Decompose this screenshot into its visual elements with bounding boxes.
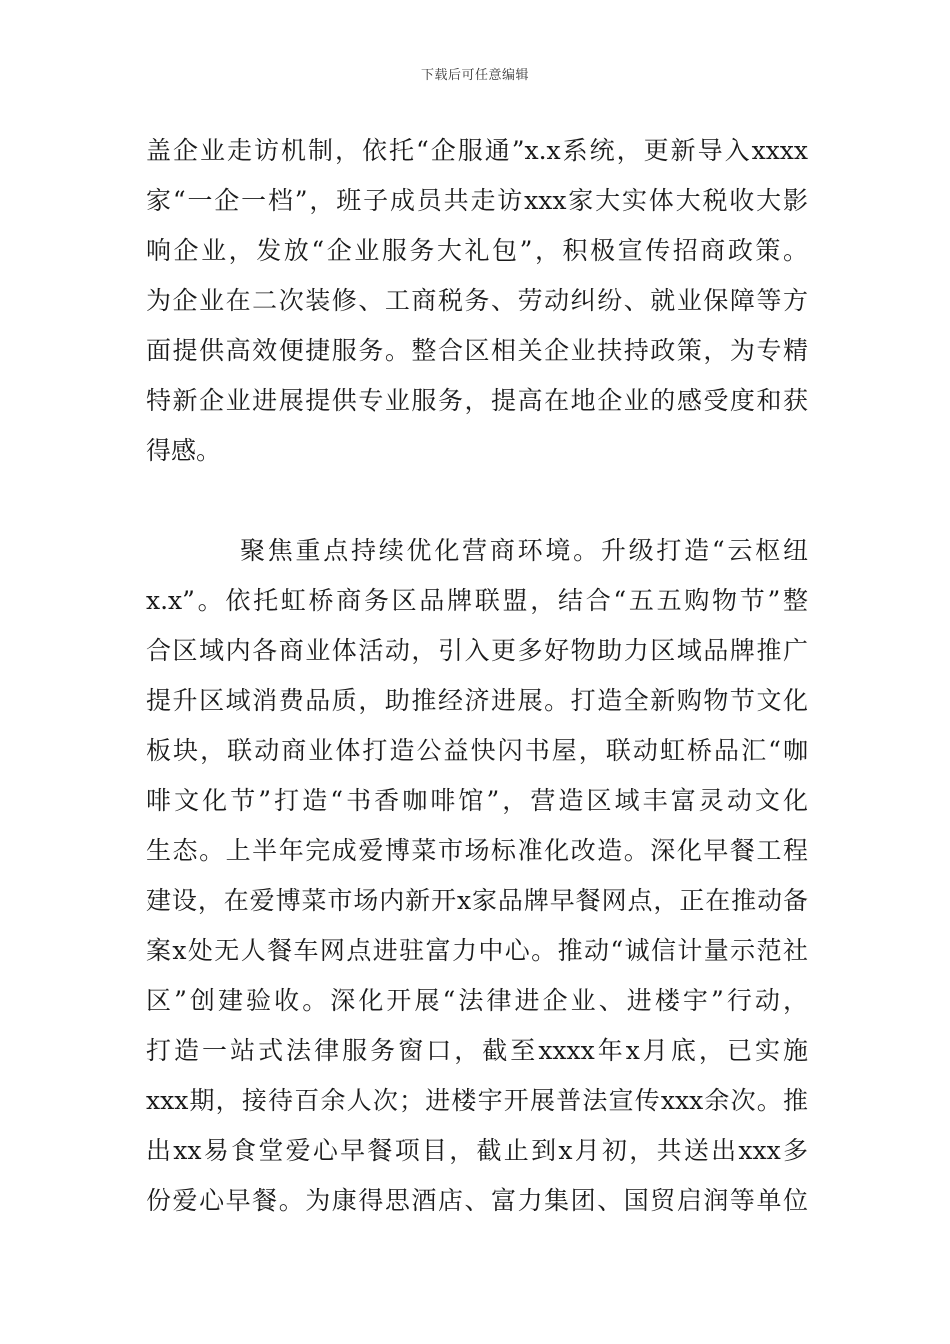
text-line: 聚焦重点持续优化营商环境。升级打造“云枢纽 <box>240 536 808 565</box>
text-line: 家“一企一档”，班子成员共走访xxx家大实体大税收大影 <box>146 186 808 215</box>
text-line: 打造一站式法律服务窗口，截至xxxx年x月底，已实施 <box>146 1036 808 1065</box>
text-line: 盖企业走访机制，依托“企服通”x.x系统，更新导入xxxx <box>146 136 808 165</box>
text-line: 建设，在爱博菜市场内新开x家品牌早餐网点，正在推动备 <box>146 886 808 915</box>
text-line: 区”创建验收。深化开展“法律进企业、进楼宇”行动， <box>146 986 808 1015</box>
page-header: 下载后可任意编辑 <box>420 68 529 83</box>
text-line: 为企业在二次装修、工商税务、劳动纠纷、就业保障等方 <box>146 286 808 315</box>
paragraph-2 <box>146 528 808 1228</box>
text-line: 得感。 <box>146 436 222 465</box>
text-line: 特新企业进展提供专业服务，提高在地企业的感受度和获 <box>146 386 808 415</box>
text-line: x.x”。依托虹桥商务区品牌联盟，结合“五五购物节”整 <box>146 586 808 615</box>
paragraph-1 <box>146 128 808 478</box>
text-line: 面提供高效便捷服务。整合区相关企业扶持政策，为专精 <box>146 336 808 365</box>
text-line: 板块，联动商业体打造公益快闪书屋，联动虹桥品汇“咖 <box>146 736 808 765</box>
text-line: 出xx易食堂爱心早餐项目，截止到x月初，共送出xxx多 <box>146 1136 808 1165</box>
text-line: 提升区域消费品质，助推经济进展。打造全新购物节文化 <box>146 686 808 715</box>
text-line: 合区域内各商业体活动，引入更多好物助力区域品牌推广 <box>146 636 808 665</box>
text-line: xxx期，接待百余人次；进楼宇开展普法宣传xxx余次。推 <box>146 1086 808 1115</box>
text-line: 份爱心早餐。为康得思酒店、富力集团、国贸启润等单位 <box>146 1186 808 1215</box>
text-line: 案x处无人餐车网点进驻富力中心。推动“诚信计量示范社 <box>146 936 808 965</box>
text-line: 生态。上半年完成爱博菜市场标准化改造。深化早餐工程 <box>146 836 808 865</box>
text-line: 响企业，发放“企业服务大礼包”，积极宣传招商政策。 <box>146 236 808 265</box>
text-line: 啡文化节”打造“书香咖啡馆”，营造区域丰富灵动文化 <box>146 786 808 815</box>
